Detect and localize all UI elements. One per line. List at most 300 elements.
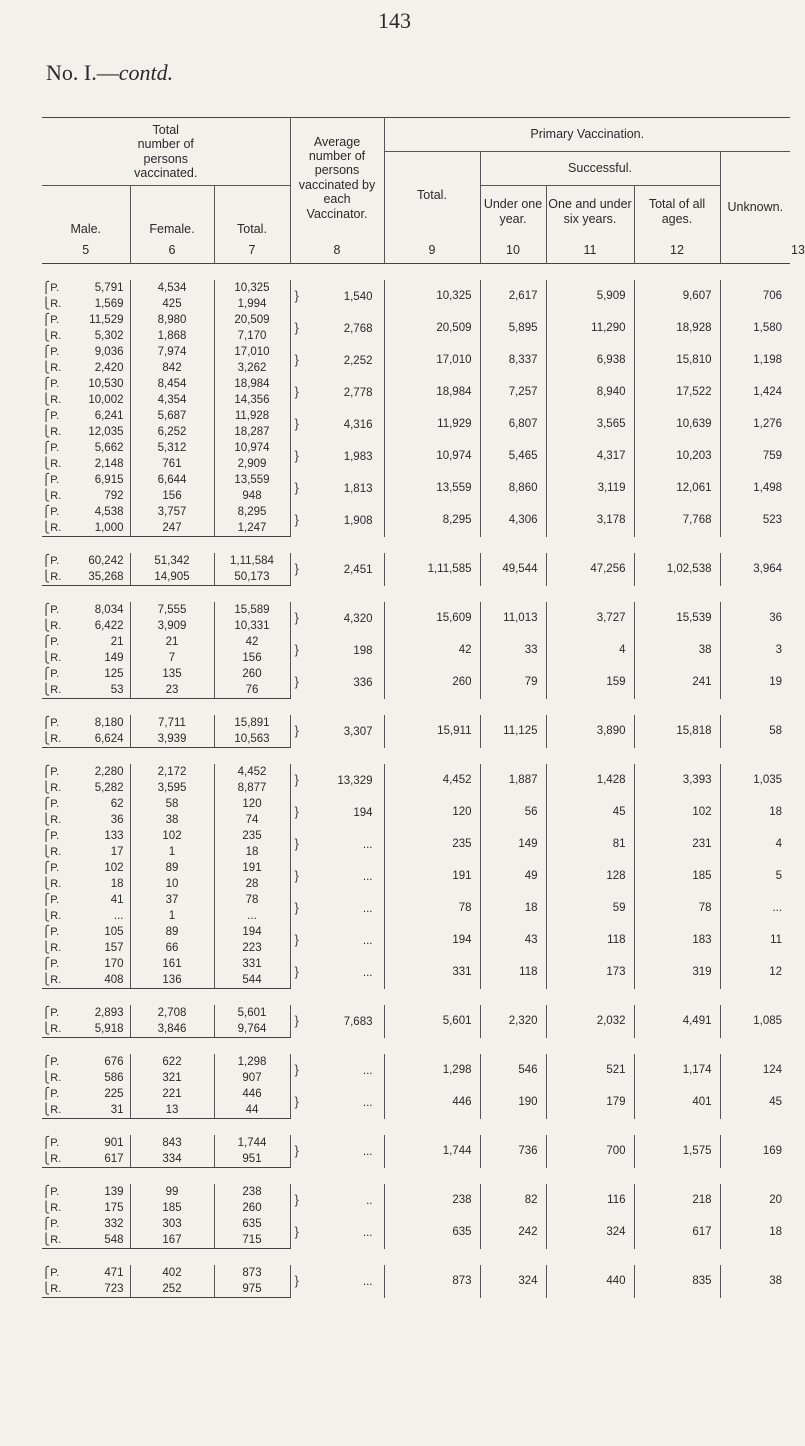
male-value: 60,242 (70, 553, 130, 569)
table-row (42, 408, 790, 424)
brace-icon: } (294, 835, 299, 851)
one-six-value: 118 (546, 924, 634, 956)
average-number: ... (362, 1275, 373, 1288)
primary-total-value: 10,974 (384, 440, 480, 472)
female-value: 23 (130, 682, 214, 699)
row-type-label: ⎩R. (42, 652, 62, 664)
all-ages-value: 17,522 (634, 376, 720, 408)
male-value: 225 (70, 1086, 130, 1102)
row-type-label: ⎩R. (42, 394, 62, 406)
row-type-label: ⎩R. (42, 1232, 70, 1249)
under-one-value: 7,257 (480, 376, 546, 408)
total-value: 10,331 (214, 618, 290, 634)
male-value: 4,538 (70, 504, 130, 520)
primary-total-value: 42 (384, 634, 480, 666)
group-spacer (42, 1249, 790, 1266)
total-value: 4,452 (214, 764, 290, 780)
all-ages-value: 241 (634, 666, 720, 699)
table-row (42, 666, 790, 682)
average-number: ... (362, 966, 373, 979)
under-one-value: 736 (480, 1135, 546, 1168)
table-row (42, 376, 790, 392)
total-value: 11,928 (214, 408, 290, 424)
total-value: 1,744 (214, 1135, 290, 1151)
female-value: 4,534 (130, 280, 214, 296)
male-value: 125 (70, 666, 130, 682)
male-value: ... (70, 908, 130, 924)
female-value: 161 (130, 956, 214, 972)
row-type-label: ⎩R. (42, 910, 62, 922)
average-value (290, 860, 384, 892)
under-one-value: 18 (480, 892, 546, 924)
average-value (290, 440, 384, 472)
average-number: ... (362, 902, 373, 915)
primary-total-value: 260 (384, 666, 480, 699)
male-value: 676 (70, 1054, 130, 1070)
row-type-label: ⎧P. (42, 798, 60, 810)
row-type-label: ⎧P. (42, 894, 60, 906)
row-type-label: ⎩R. (42, 942, 62, 954)
row-type-label: ⎩R. (42, 620, 62, 632)
male-value: 617 (70, 1151, 130, 1168)
female-value: 842 (130, 360, 214, 376)
average-value (290, 1135, 384, 1168)
all-ages-value: 102 (634, 796, 720, 828)
table-row (42, 472, 790, 488)
one-six-value: 8,940 (546, 376, 634, 408)
brace-icon: } (294, 1272, 299, 1288)
header-male: Male. (42, 186, 130, 238)
total-value: 235 (214, 828, 290, 844)
one-six-value: 3,890 (546, 715, 634, 748)
table-row (42, 796, 790, 812)
brace-icon: } (294, 1191, 299, 1207)
female-value: 89 (130, 924, 214, 940)
header-total-persons: Total number of persons vaccinated. (42, 118, 290, 186)
primary-total-value: 18,984 (384, 376, 480, 408)
female-value: 303 (130, 1216, 214, 1232)
under-one-value: 8,860 (480, 472, 546, 504)
row-type-label: ⎧P. (42, 636, 60, 648)
male-value: 723 (70, 1281, 130, 1298)
all-ages-value: 9,607 (634, 280, 720, 312)
one-six-value: 3,565 (546, 408, 634, 440)
table-row (42, 504, 790, 520)
vaccination-table-container (42, 117, 805, 1298)
average-value (290, 1005, 384, 1038)
header-one-six: One and under six years. (546, 186, 634, 238)
under-one-value: 5,465 (480, 440, 546, 472)
female-value: 3,939 (130, 731, 214, 748)
primary-total-value: 5,601 (384, 1005, 480, 1038)
total-value: 14,356 (214, 392, 290, 408)
row-type-label: ⎩R. (42, 782, 62, 794)
table-header: Total number of persons vaccinated. Average number of persons vaccinated by each Vaccinator. Primary Vaccination. Total. Successful. Unknown. Male. Female. Total. Under one year. One and under six years. Total of all ages. 5 6 7 8 9 10 11 12 13 (42, 118, 790, 264)
male-value: 11,529 (70, 312, 130, 328)
total-value: 223 (214, 940, 290, 956)
female-value: 6,644 (130, 472, 214, 488)
row-type-label: ⎩R. (42, 490, 62, 502)
group-spacer (42, 748, 790, 765)
table-row (42, 1054, 790, 1070)
male-value: 5,918 (70, 1021, 130, 1038)
female-value: 37 (130, 892, 214, 908)
one-six-value: 5,909 (546, 280, 634, 312)
row-type-label: ⎩R. (42, 330, 62, 342)
brace-icon: } (294, 351, 299, 367)
table-row (42, 553, 790, 569)
all-ages-value: 835 (634, 1265, 720, 1298)
unknown-value: ... (772, 902, 783, 914)
one-six-value: 128 (546, 860, 634, 892)
brace-icon: } (294, 609, 299, 625)
table-row (42, 440, 790, 456)
one-six-value: 179 (546, 1086, 634, 1119)
female-value: 102 (130, 828, 214, 844)
group-spacer (42, 1168, 790, 1185)
row-type-label: ⎧P. (42, 926, 60, 938)
primary-total-value: 635 (384, 1216, 480, 1249)
brace-icon: } (294, 963, 299, 979)
row-type-label: ⎩R. (42, 520, 70, 537)
row-type-label: ⎧P. (42, 1267, 60, 1279)
brace-icon: } (294, 673, 299, 689)
male-value: 1,000 (70, 520, 130, 537)
male-value: 2,893 (70, 1005, 130, 1021)
table-row (42, 280, 790, 296)
brace-icon: } (294, 415, 299, 431)
female-value: 402 (130, 1265, 214, 1281)
row-type-label: ⎧P. (42, 378, 60, 390)
female-value: 221 (130, 1086, 214, 1102)
average-value (290, 504, 384, 537)
header-successful: Successful. (480, 152, 720, 186)
row-type-label: ⎧P. (42, 555, 60, 567)
group-spacer (42, 1119, 790, 1136)
male-value: 5,791 (70, 280, 130, 296)
male-value: 471 (70, 1265, 130, 1281)
col-number: 8 (290, 238, 384, 264)
vaccination-table (42, 117, 805, 1298)
row-type-label: ⎩R. (42, 972, 70, 989)
average-number: 1,540 (343, 290, 373, 303)
all-ages-value: 18,928 (634, 312, 720, 344)
average-value (290, 280, 384, 312)
row-type-label: ⎩R. (42, 569, 70, 586)
under-one-value: 546 (480, 1054, 546, 1086)
group-spacer (42, 699, 790, 716)
unknown-value: 3,964 (753, 563, 783, 576)
unknown-value: 124 (762, 1064, 783, 1076)
primary-total-value: 873 (384, 1265, 480, 1298)
total-value: 8,877 (214, 780, 290, 796)
primary-total-value: 120 (384, 796, 480, 828)
average-value (290, 472, 384, 504)
total-value: 7,170 (214, 328, 290, 344)
table-row (42, 634, 790, 650)
row-type-label: ⎩R. (42, 1021, 70, 1038)
primary-total-value: 235 (384, 828, 480, 860)
all-ages-value: 3,393 (634, 764, 720, 796)
primary-total-value: 238 (384, 1184, 480, 1216)
female-value: 13 (130, 1102, 214, 1119)
col-number: 11 (546, 238, 634, 264)
average-number: 194 (353, 806, 373, 819)
table-row (42, 892, 790, 908)
female-value: 3,595 (130, 780, 214, 796)
female-value: 4,354 (130, 392, 214, 408)
average-number: ... (362, 1096, 373, 1109)
primary-total-value: 446 (384, 1086, 480, 1119)
under-one-value: 2,617 (480, 280, 546, 312)
unknown-value: 1,085 (753, 1015, 783, 1028)
female-value: 5,687 (130, 408, 214, 424)
female-value: 252 (130, 1281, 214, 1298)
one-six-value: 3,119 (546, 472, 634, 504)
row-type-label: ⎩R. (42, 814, 62, 826)
row-type-label: ⎧P. (42, 1056, 60, 1068)
average-number: 4,316 (343, 418, 373, 431)
average-number: 336 (353, 676, 373, 689)
total-value: 446 (214, 1086, 290, 1102)
brace-icon: } (294, 1142, 299, 1158)
table-row (42, 764, 790, 780)
average-value (290, 408, 384, 440)
total-value: 975 (214, 1281, 290, 1298)
under-one-value: 79 (480, 666, 546, 699)
female-value: 185 (130, 1200, 214, 1216)
average-value (290, 715, 384, 748)
total-value: 44 (214, 1102, 290, 1119)
unknown-value: 11 (770, 934, 783, 946)
total-value: 191 (214, 860, 290, 876)
row-type-label: ⎧P. (42, 506, 60, 518)
female-value: 21 (130, 634, 214, 650)
average-value (290, 553, 384, 586)
one-six-value: 47,256 (546, 553, 634, 586)
total-value: 331 (214, 956, 290, 972)
male-value: 21 (70, 634, 130, 650)
unknown-value: 58 (769, 725, 783, 738)
under-one-value: 49,544 (480, 553, 546, 586)
unknown-value: 169 (762, 1145, 783, 1158)
header-all-ages: Total of all ages. (634, 186, 720, 238)
average-value (290, 1216, 384, 1249)
male-value: 62 (70, 796, 130, 812)
all-ages-value: 617 (634, 1216, 720, 1249)
total-value: 951 (214, 1151, 290, 1168)
total-value: 238 (214, 1184, 290, 1200)
total-value: 10,563 (214, 731, 290, 748)
female-value: 99 (130, 1184, 214, 1200)
male-value: 105 (70, 924, 130, 940)
row-type-label: ⎩R. (42, 298, 62, 310)
row-type-label: ⎧P. (42, 1186, 60, 1198)
total-value: 18,287 (214, 424, 290, 440)
group-spacer (42, 537, 790, 554)
male-value: 12,035 (70, 424, 130, 440)
average-value (290, 666, 384, 699)
unknown-value: 4 (775, 838, 783, 850)
table-row (42, 1216, 790, 1232)
total-value: 1,11,584 (214, 553, 290, 569)
total-value: 3,262 (214, 360, 290, 376)
male-value: 332 (70, 1216, 130, 1232)
brace-icon: } (294, 722, 299, 738)
all-ages-value: 15,818 (634, 715, 720, 748)
under-one-value: 4,306 (480, 504, 546, 537)
unknown-value: 38 (769, 1275, 783, 1288)
row-type-label: ⎧P. (42, 717, 60, 729)
all-ages-value: 218 (634, 1184, 720, 1216)
row-type-label: ⎧P. (42, 1137, 60, 1149)
unknown-value: 1,424 (753, 386, 783, 398)
total-value: 10,325 (214, 280, 290, 296)
row-type-label: ⎧P. (42, 766, 60, 778)
row-type-label: ⎩R. (42, 426, 62, 438)
col-number: 9 (384, 238, 480, 264)
unknown-value: 5 (775, 870, 783, 882)
primary-total-value: 20,509 (384, 312, 480, 344)
average-value (290, 312, 384, 344)
average-number: .. (366, 1194, 373, 1207)
female-value: 136 (130, 972, 214, 989)
average-number: ... (362, 934, 373, 947)
primary-total-value: 10,325 (384, 280, 480, 312)
female-value: 761 (130, 456, 214, 472)
male-value: 5,662 (70, 440, 130, 456)
under-one-value: 82 (480, 1184, 546, 1216)
primary-total-value: 15,609 (384, 602, 480, 634)
row-type-label: ⎧P. (42, 1007, 60, 1019)
row-type-label: ⎩R. (42, 846, 62, 858)
male-value: 157 (70, 940, 130, 956)
male-value: 175 (70, 1200, 130, 1216)
group-spacer (42, 1038, 790, 1055)
row-type-label: ⎧P. (42, 958, 60, 970)
row-type-label: ⎧P. (42, 1088, 60, 1100)
average-value (290, 1054, 384, 1086)
male-value: 41 (70, 892, 130, 908)
primary-total-value: 1,298 (384, 1054, 480, 1086)
total-value: 74 (214, 812, 290, 828)
primary-total-value: 78 (384, 892, 480, 924)
all-ages-value: 7,768 (634, 504, 720, 537)
total-value: 42 (214, 634, 290, 650)
male-value: 792 (70, 488, 130, 504)
average-value (290, 956, 384, 989)
primary-total-value: 1,11,585 (384, 553, 480, 586)
header-under-one: Under one year. (480, 186, 546, 238)
table-row (42, 860, 790, 876)
male-value: 31 (70, 1102, 130, 1119)
brace-icon: } (294, 867, 299, 883)
male-value: 6,241 (70, 408, 130, 424)
brace-icon: } (294, 1012, 299, 1028)
male-value: 5,282 (70, 780, 130, 796)
male-value: 2,148 (70, 456, 130, 472)
female-value: 1 (130, 908, 214, 924)
table-row (42, 312, 790, 328)
one-six-value: 521 (546, 1054, 634, 1086)
average-number: ... (362, 1064, 373, 1077)
male-value: 901 (70, 1135, 130, 1151)
row-type-label: ⎩R. (42, 362, 62, 374)
total-value: 2,909 (214, 456, 290, 472)
total-value: 715 (214, 1232, 290, 1249)
primary-total-value: 331 (384, 956, 480, 989)
unknown-value: 19 (769, 676, 783, 689)
page-number: 143 (378, 8, 411, 33)
total-value: 76 (214, 682, 290, 699)
average-value (290, 1184, 384, 1216)
average-value (290, 1265, 384, 1298)
col-number: 12 (634, 238, 720, 264)
average-number: 3,307 (343, 725, 373, 738)
all-ages-value: 15,539 (634, 602, 720, 634)
total-value: 194 (214, 924, 290, 940)
total-value: 28 (214, 876, 290, 892)
female-value: 3,909 (130, 618, 214, 634)
all-ages-value: 15,810 (634, 344, 720, 376)
row-type-label: ⎩R. (42, 1151, 70, 1168)
table-row (42, 1086, 790, 1102)
male-value: 9,036 (70, 344, 130, 360)
one-six-value: 4,317 (546, 440, 634, 472)
under-one-value: 56 (480, 796, 546, 828)
unknown-value: 706 (762, 290, 783, 302)
group-spacer (42, 586, 790, 603)
primary-total-value: 11,929 (384, 408, 480, 440)
row-type-label: ⎧P. (42, 410, 60, 422)
total-value: 948 (214, 488, 290, 504)
all-ages-value: 401 (634, 1086, 720, 1119)
row-type-label: ⎧P. (42, 282, 60, 294)
female-value: 14,905 (130, 569, 214, 586)
female-value: 5,312 (130, 440, 214, 456)
unknown-value: 18 (769, 806, 783, 818)
header-average: Average number of persons vaccinated by each Vaccinator. (290, 118, 384, 238)
total-value: 18 (214, 844, 290, 860)
total-value: 1,994 (214, 296, 290, 312)
male-value: 586 (70, 1070, 130, 1086)
unknown-value: 1,035 (753, 774, 783, 786)
under-one-value: 11,013 (480, 602, 546, 634)
one-six-value: 4 (546, 634, 634, 666)
brace-icon: } (294, 1223, 299, 1239)
female-value: 247 (130, 520, 214, 537)
total-value: ... (214, 908, 290, 924)
under-one-value: 118 (480, 956, 546, 989)
one-six-value: 173 (546, 956, 634, 989)
average-number: 4,320 (343, 612, 373, 625)
all-ages-value: 319 (634, 956, 720, 989)
total-value: 20,509 (214, 312, 290, 328)
male-value: 35,268 (70, 569, 130, 586)
header-total: Total. (384, 152, 480, 238)
one-six-value: 45 (546, 796, 634, 828)
all-ages-value: 78 (634, 892, 720, 924)
total-value: 5,601 (214, 1005, 290, 1021)
average-value (290, 376, 384, 408)
total-value: 120 (214, 796, 290, 812)
brace-icon: } (294, 931, 299, 947)
average-number: ... (362, 1226, 373, 1239)
table-row (42, 828, 790, 844)
all-ages-value: 183 (634, 924, 720, 956)
female-value: 7,711 (130, 715, 214, 731)
female-value: 1 (130, 844, 214, 860)
